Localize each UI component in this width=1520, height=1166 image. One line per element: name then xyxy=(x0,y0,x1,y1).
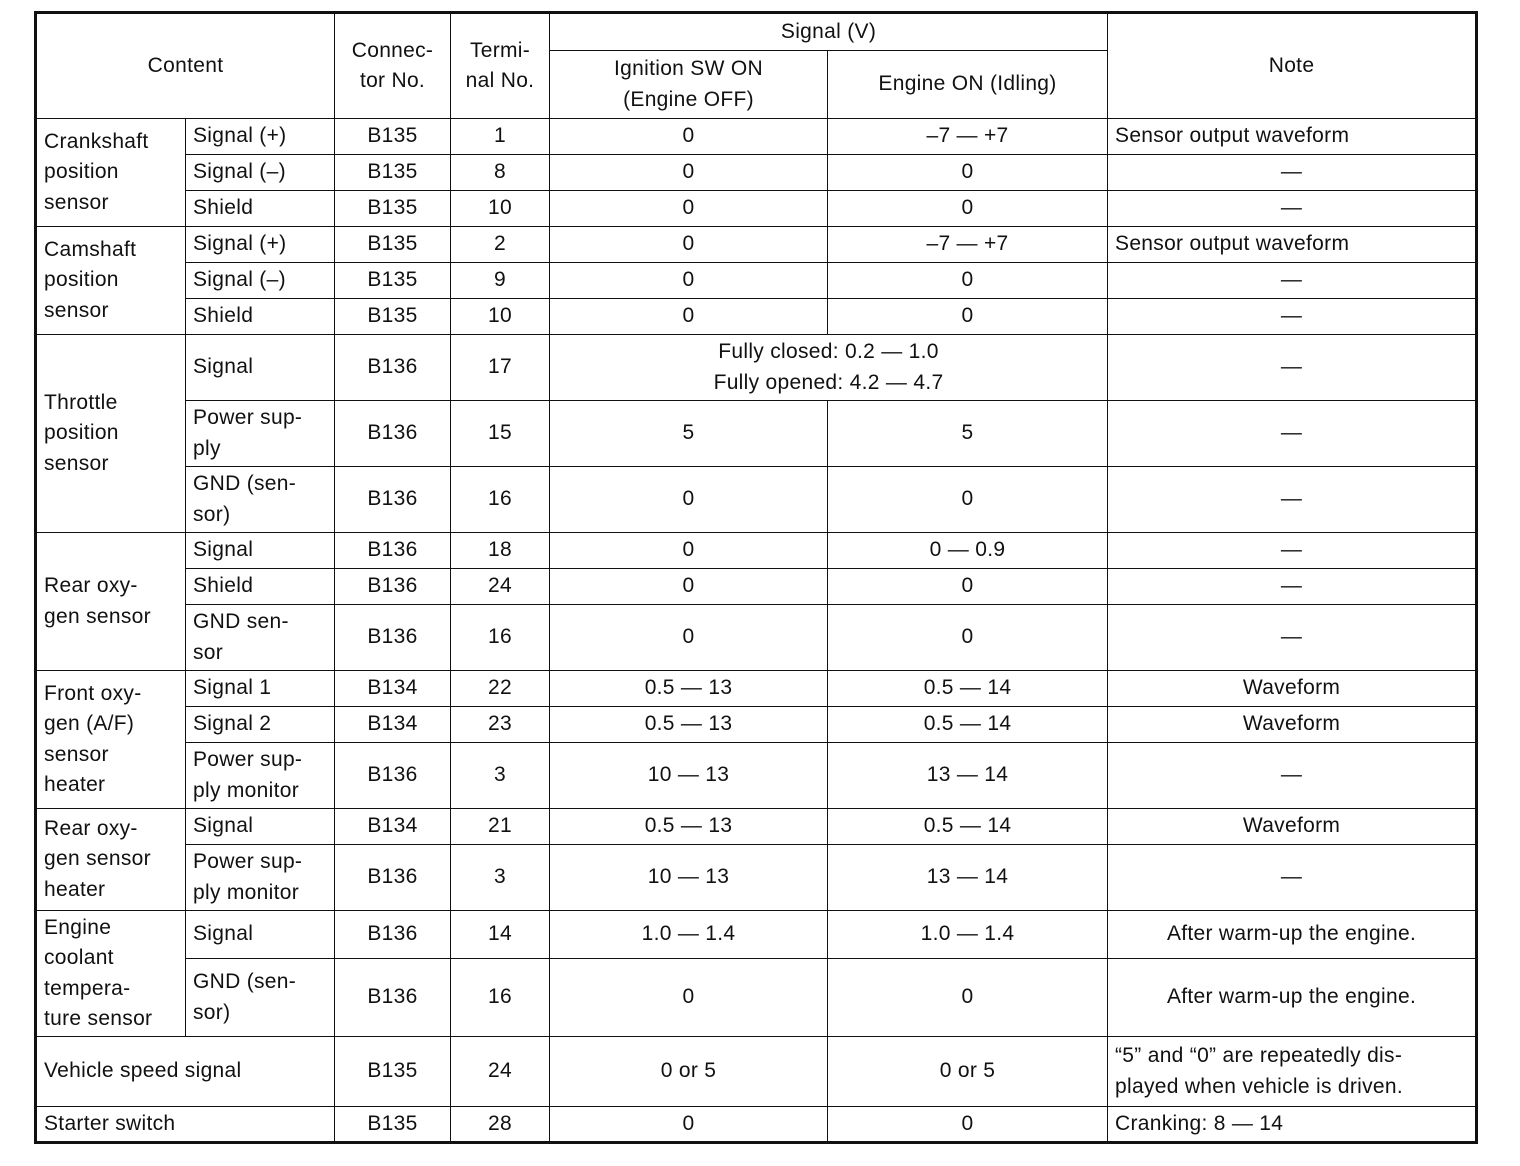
terminal-no: 14 xyxy=(451,911,550,959)
terminal-no: 16 xyxy=(451,467,550,533)
signal-ignition-on: 1.0 — 1.4 xyxy=(550,911,828,959)
signal-ignition-on: 0 xyxy=(550,569,828,605)
header-engine-on: Engine ON (Idling) xyxy=(828,51,1108,119)
terminal-no: 17 xyxy=(451,335,550,401)
connector-no: B135 xyxy=(335,1107,451,1143)
signal-ignition-on: 0 xyxy=(550,533,828,569)
terminal-no: 22 xyxy=(451,671,550,707)
signal-engine-on: 0 — 0.9 xyxy=(828,533,1108,569)
connector-no: B136 xyxy=(335,401,451,467)
signal-item: Signal (–) xyxy=(186,155,335,191)
note: Waveform xyxy=(1108,671,1477,707)
signal-ignition-on: 0 xyxy=(550,155,828,191)
signal-item: Signal xyxy=(186,533,335,569)
signal-engine-on: 13 — 14 xyxy=(828,845,1108,911)
note: — xyxy=(1108,845,1477,911)
connector-no: B136 xyxy=(335,569,451,605)
signal-engine-on: 0 xyxy=(828,569,1108,605)
header-content: Content xyxy=(36,13,335,119)
signal-ignition-on: 0 xyxy=(550,959,828,1037)
signal-engine-on: 0 xyxy=(828,959,1108,1037)
signal-engine-on: 0.5 — 14 xyxy=(828,707,1108,743)
signal-ignition-on: 0 xyxy=(550,299,828,335)
table-row xyxy=(36,569,1477,605)
signal-engine-on: 0 xyxy=(828,155,1108,191)
note: — xyxy=(1108,401,1477,467)
component-name: Vehicle speed signal xyxy=(36,1037,335,1107)
signal-ignition-on: 10 — 13 xyxy=(550,845,828,911)
connector-no: B136 xyxy=(335,743,451,809)
table-row xyxy=(36,119,1477,155)
header-connector-no: Connec- tor No. xyxy=(335,13,451,119)
component-name: Camshaft position sensor xyxy=(36,227,186,335)
note: After warm-up the engine. xyxy=(1108,911,1477,959)
note: Waveform xyxy=(1108,809,1477,845)
table-row xyxy=(36,401,1477,467)
connector-no: B135 xyxy=(335,119,451,155)
signal-item: Shield xyxy=(186,191,335,227)
signal-item: Power sup- ply monitor xyxy=(186,845,335,911)
terminal-no: 3 xyxy=(451,845,550,911)
note: — xyxy=(1108,335,1477,401)
connector-no: B135 xyxy=(335,1037,451,1107)
component-name: Starter switch xyxy=(36,1107,335,1143)
table-row xyxy=(36,707,1477,743)
signal-item: Signal (+) xyxy=(186,227,335,263)
table-row xyxy=(36,533,1477,569)
table-row xyxy=(36,809,1477,845)
connector-no: B134 xyxy=(335,707,451,743)
signal-engine-on: –7 — +7 xyxy=(828,119,1108,155)
connector-no: B136 xyxy=(335,911,451,959)
header-ignition-sw-on: Ignition SW ON (Engine OFF) xyxy=(550,51,828,119)
terminal-no: 3 xyxy=(451,743,550,809)
signal-ignition-on: 0 xyxy=(550,263,828,299)
connector-no: B136 xyxy=(335,467,451,533)
signal-engine-on: 0 xyxy=(828,605,1108,671)
connector-no: B135 xyxy=(335,299,451,335)
connector-no: B136 xyxy=(335,605,451,671)
signal-ignition-on: 0.5 — 13 xyxy=(550,707,828,743)
component-name: Engine coolant tempera- ture sensor xyxy=(36,911,186,1037)
note: — xyxy=(1108,191,1477,227)
signal-engine-on: 0 xyxy=(828,263,1108,299)
signal-item: Shield xyxy=(186,299,335,335)
signal-item: GND (sen- sor) xyxy=(186,467,335,533)
table-row xyxy=(36,335,1477,401)
note: After warm-up the engine. xyxy=(1108,959,1477,1037)
terminal-no: 24 xyxy=(451,1037,550,1107)
connector-no: B136 xyxy=(335,533,451,569)
signal-ignition-on: 0 xyxy=(550,1107,828,1143)
terminal-no: 23 xyxy=(451,707,550,743)
terminal-no: 10 xyxy=(451,191,550,227)
signal-item: GND (sen- sor) xyxy=(186,959,335,1037)
table-row xyxy=(36,263,1477,299)
signal-item: Signal xyxy=(186,335,335,401)
note: — xyxy=(1108,533,1477,569)
table-row xyxy=(36,191,1477,227)
signal-engine-on: 0.5 — 14 xyxy=(828,671,1108,707)
connector-no: B134 xyxy=(335,671,451,707)
terminal-no: 21 xyxy=(451,809,550,845)
component-name: Rear oxy- gen sensor heater xyxy=(36,809,186,911)
header-row-1 xyxy=(36,13,1477,51)
connector-no: B135 xyxy=(335,191,451,227)
table-row xyxy=(36,743,1477,809)
table-row xyxy=(36,467,1477,533)
signal-item: GND sen- sor xyxy=(186,605,335,671)
signal-engine-on: 0.5 — 14 xyxy=(828,809,1108,845)
note: Sensor output waveform xyxy=(1108,119,1477,155)
note: — xyxy=(1108,263,1477,299)
table-row xyxy=(36,227,1477,263)
table-row xyxy=(36,845,1477,911)
terminal-no: 18 xyxy=(451,533,550,569)
signal-item: Signal xyxy=(186,809,335,845)
signal-item: Signal 1 xyxy=(186,671,335,707)
signal-ignition-on: 0 xyxy=(550,227,828,263)
signal-ignition-on: 0.5 — 13 xyxy=(550,809,828,845)
connector-no: B136 xyxy=(335,845,451,911)
note: — xyxy=(1108,155,1477,191)
terminal-no: 24 xyxy=(451,569,550,605)
header-signal-v: Signal (V) xyxy=(550,13,1108,51)
component-name: Crankshaft position sensor xyxy=(36,119,186,227)
note: Cranking: 8 — 14 xyxy=(1108,1107,1477,1143)
table-row xyxy=(36,911,1477,959)
signal-engine-on: 0 xyxy=(828,467,1108,533)
signal-engine-on: 13 — 14 xyxy=(828,743,1108,809)
connector-no: B135 xyxy=(335,263,451,299)
terminal-no: 15 xyxy=(451,401,550,467)
terminal-no: 10 xyxy=(451,299,550,335)
terminal-no: 2 xyxy=(451,227,550,263)
table-row xyxy=(36,671,1477,707)
signal-ignition-on: 0 xyxy=(550,191,828,227)
signal-ignition-on: 0 or 5 xyxy=(550,1037,828,1107)
connector-no: B134 xyxy=(335,809,451,845)
table-row xyxy=(36,155,1477,191)
signal-ignition-on: 5 xyxy=(550,401,828,467)
table-row xyxy=(36,1107,1477,1143)
component-name: Throttle position sensor xyxy=(36,335,186,533)
signal-item: Signal xyxy=(186,911,335,959)
terminal-no: 28 xyxy=(451,1107,550,1143)
signal-item: Signal (+) xyxy=(186,119,335,155)
signal-engine-on: –7 — +7 xyxy=(828,227,1108,263)
signal-ignition-on: 0 xyxy=(550,467,828,533)
note: — xyxy=(1108,605,1477,671)
signal-ignition-on: 0.5 — 13 xyxy=(550,671,828,707)
signal-value-merged: Fully closed: 0.2 — 1.0 Fully opened: 4.2 — 4.7 xyxy=(550,335,1108,401)
connector-no: B136 xyxy=(335,335,451,401)
note: Waveform xyxy=(1108,707,1477,743)
component-name: Rear oxy- gen sensor xyxy=(36,533,186,671)
note: Sensor output waveform xyxy=(1108,227,1477,263)
table-row xyxy=(36,299,1477,335)
table-row xyxy=(36,1037,1477,1107)
note: — xyxy=(1108,569,1477,605)
signal-spec-table xyxy=(34,11,1478,1144)
connector-no: B135 xyxy=(335,227,451,263)
terminal-no: 8 xyxy=(451,155,550,191)
signal-item: Shield xyxy=(186,569,335,605)
signal-engine-on: 5 xyxy=(828,401,1108,467)
table-row xyxy=(36,959,1477,1037)
note: — xyxy=(1108,743,1477,809)
signal-engine-on: 0 xyxy=(828,1107,1108,1143)
signal-ignition-on: 10 — 13 xyxy=(550,743,828,809)
connector-no: B136 xyxy=(335,959,451,1037)
signal-item: Power sup- ply xyxy=(186,401,335,467)
connector-no: B135 xyxy=(335,155,451,191)
terminal-no: 16 xyxy=(451,959,550,1037)
signal-engine-on: 0 or 5 xyxy=(828,1037,1108,1107)
note: — xyxy=(1108,299,1477,335)
signal-item: Power sup- ply monitor xyxy=(186,743,335,809)
table-row xyxy=(36,605,1477,671)
note: — xyxy=(1108,467,1477,533)
signal-engine-on: 0 xyxy=(828,191,1108,227)
component-name: Front oxy- gen (A/F) sensor heater xyxy=(36,671,186,809)
terminal-no: 16 xyxy=(451,605,550,671)
signal-engine-on: 1.0 — 1.4 xyxy=(828,911,1108,959)
signal-engine-on: 0 xyxy=(828,299,1108,335)
terminal-no: 9 xyxy=(451,263,550,299)
signal-item: Signal (–) xyxy=(186,263,335,299)
signal-item: Signal 2 xyxy=(186,707,335,743)
note: “5” and “0” are repeatedly dis- played when vehicle is driven. xyxy=(1108,1037,1477,1107)
header-terminal-no: Termi- nal No. xyxy=(451,13,550,119)
signal-ignition-on: 0 xyxy=(550,119,828,155)
signal-ignition-on: 0 xyxy=(550,605,828,671)
terminal-no: 1 xyxy=(451,119,550,155)
header-note: Note xyxy=(1108,13,1477,119)
